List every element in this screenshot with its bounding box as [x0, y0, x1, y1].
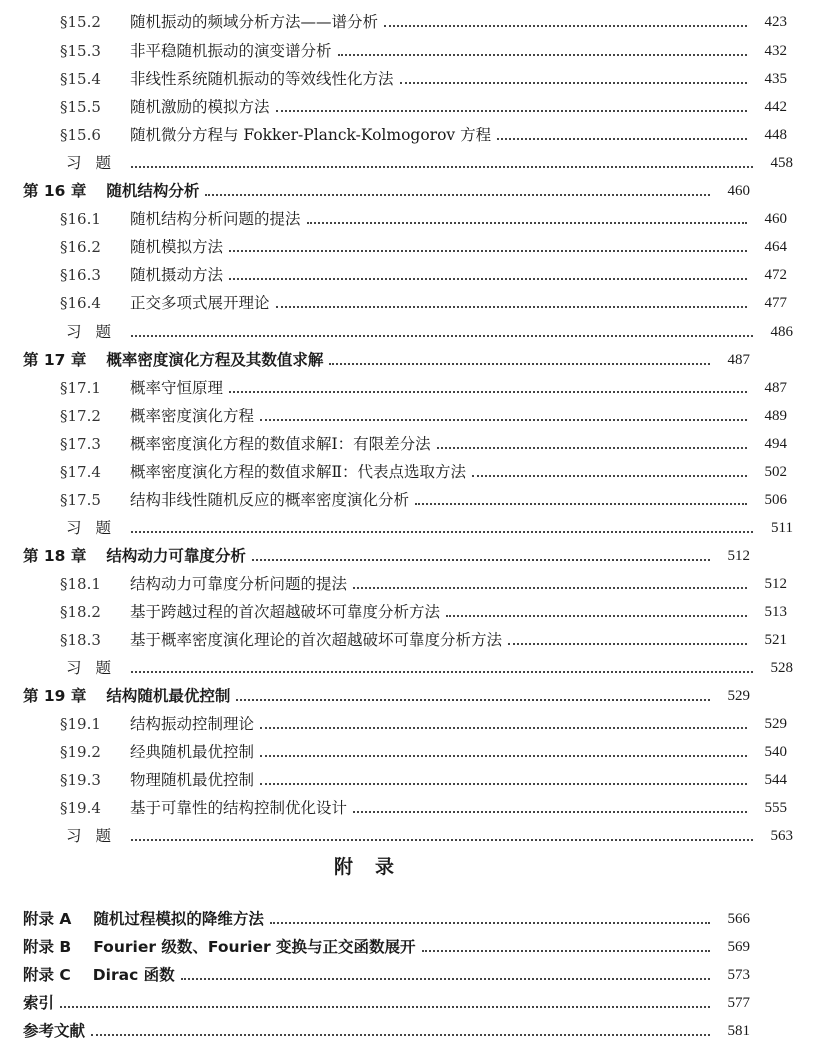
dot-leader [131, 839, 753, 841]
toc-entry-19-3[interactable] [0, 766, 810, 790]
page-number: 489 [764, 408, 787, 424]
dot-leader [472, 475, 747, 477]
page-number: 442 [764, 99, 787, 115]
dot-leader [353, 587, 747, 589]
section-title: 结构振动控制理论 [130, 715, 255, 733]
toc-appendix-c[interactable] [0, 961, 773, 985]
page-number: 502 [764, 464, 787, 480]
exercises-label: 习题 [66, 659, 126, 677]
toc-entry-15-3[interactable] [0, 37, 810, 61]
toc-chapter-18[interactable] [0, 542, 773, 566]
section-number: §18.1 [60, 575, 101, 593]
section-title: 随机激励的模拟方法 [130, 98, 270, 116]
section-title: 基于概率密度演化理论的首次超越破坏可靠度分析方法 [130, 631, 503, 649]
dot-leader [260, 727, 747, 729]
chapter-number: 第 19 章 [23, 687, 87, 705]
appendix-title: Dirac 函数 [92, 966, 175, 984]
page-number: 464 [764, 239, 787, 255]
section-number: §19.4 [60, 799, 101, 817]
page-number: 573 [727, 967, 750, 983]
dot-leader [236, 699, 710, 701]
dot-leader [353, 811, 747, 813]
dot-leader [276, 306, 747, 308]
section-number: §17.2 [60, 407, 101, 425]
toc-appendix-a[interactable] [0, 905, 773, 929]
section-number: §15.4 [60, 70, 101, 88]
section-title: 正交多项式展开理论 [130, 294, 270, 312]
dot-leader [91, 1034, 710, 1036]
references-title: 参考文献 [23, 1022, 86, 1040]
chapter-title: 随机结构分析 [106, 182, 200, 200]
dot-leader [131, 335, 753, 337]
page-number: 448 [764, 127, 787, 143]
toc-entry-15-5[interactable] [0, 93, 810, 117]
page-number: 540 [764, 744, 787, 760]
toc-entry-19-1[interactable] [0, 710, 810, 734]
toc-entry-15-6[interactable] [0, 121, 810, 145]
page-number: 486 [770, 324, 793, 340]
page-number: 581 [727, 1023, 750, 1039]
toc-entry-18-3[interactable] [0, 626, 810, 650]
section-number: §16.1 [60, 210, 101, 228]
toc-entry-exercises-16[interactable] [0, 318, 816, 342]
section-number: §15.2 [60, 13, 101, 31]
dot-leader [307, 222, 747, 224]
toc-entry-exercises-19[interactable] [0, 822, 816, 846]
toc-entry-17-3[interactable] [0, 430, 810, 454]
chapter-title: 结构动力可靠度分析 [106, 547, 246, 565]
section-title: 非线性系统随机振动的等效线性化方法 [130, 70, 394, 88]
chapter-number: 第 17 章 [23, 351, 87, 369]
page-number: 458 [770, 155, 793, 171]
appendix-title: Fourier 级数、Fourier 变换与正交函数展开 [93, 938, 416, 956]
page-number: 487 [764, 380, 787, 396]
page-number: 521 [764, 632, 787, 648]
page-number: 513 [764, 604, 787, 620]
section-title: 概率密度演化方程的数值求解Ⅰ：有限差分法 [130, 435, 431, 453]
appendix-number: 附录 A [23, 910, 72, 928]
section-number: §15.5 [60, 98, 101, 116]
section-title: 随机结构分析问题的提法 [130, 210, 301, 228]
section-number: §15.6 [60, 126, 101, 144]
page-number: 477 [764, 295, 787, 311]
toc-entry-16-4[interactable] [0, 289, 810, 313]
dot-leader [437, 447, 747, 449]
toc-entry-19-4[interactable] [0, 794, 810, 818]
toc-entry-19-2[interactable] [0, 738, 810, 762]
dot-leader [415, 503, 747, 505]
chapter-number: 第 18 章 [23, 547, 87, 565]
section-title: 随机摄动方法 [130, 266, 224, 284]
dot-leader [260, 755, 747, 757]
dot-leader [329, 363, 710, 365]
page-number: 529 [727, 688, 750, 704]
toc-entry-17-4[interactable] [0, 458, 810, 482]
page-number: 529 [764, 716, 787, 732]
chapter-title: 概率密度演化方程及其数值求解 [106, 351, 324, 369]
toc-index[interactable] [0, 989, 773, 1013]
index-title: 索引 [23, 994, 55, 1012]
appendix-number: 附录 C [23, 966, 71, 984]
section-number: §17.4 [60, 463, 101, 481]
dot-leader [60, 1006, 710, 1008]
toc-chapter-19[interactable] [0, 682, 773, 706]
page-number: 432 [764, 43, 787, 59]
section-title: 结构非线性随机反应的概率密度演化分析 [130, 491, 410, 509]
page-number: 472 [764, 267, 787, 283]
section-number: §17.5 [60, 491, 101, 509]
page-number: 506 [764, 492, 787, 508]
section-title: 随机振动的频域分析方法——谱分析 [130, 13, 379, 31]
section-title: 随机模拟方法 [130, 238, 224, 256]
dot-leader [276, 110, 747, 112]
page-number: 569 [727, 939, 750, 955]
dot-leader [508, 643, 747, 645]
section-title: 结构动力可靠度分析问题的提法 [130, 575, 348, 593]
appendix-number: 附录 B [23, 938, 72, 956]
section-number: §18.2 [60, 603, 101, 621]
section-title: 概率密度演化方程 [130, 407, 255, 425]
exercises-label: 习题 [66, 519, 126, 537]
page-number: 511 [771, 520, 793, 536]
toc-chapter-16[interactable] [0, 177, 773, 201]
section-title: 概率密度演化方程的数值求解Ⅱ：代表点选取方法 [130, 463, 467, 481]
page-number: 494 [764, 436, 787, 452]
dot-leader [384, 25, 747, 27]
toc-chapter-17[interactable] [0, 346, 773, 370]
chapter-number: 第 16 章 [23, 182, 87, 200]
exercises-label: 习题 [66, 323, 126, 341]
toc-entry-18-2[interactable] [0, 598, 810, 622]
page-number: 460 [764, 211, 787, 227]
section-number: §16.3 [60, 266, 101, 284]
dot-leader [131, 671, 753, 673]
toc-entry-17-2[interactable] [0, 402, 810, 426]
page-number: 566 [727, 911, 750, 927]
dot-leader [400, 82, 747, 84]
toc-entry-exercises-18[interactable] [0, 654, 816, 678]
dot-leader [260, 419, 747, 421]
dot-leader [181, 978, 710, 980]
toc-entry-exercises-15[interactable] [0, 149, 816, 173]
section-number: §19.3 [60, 771, 101, 789]
section-number: §19.2 [60, 743, 101, 761]
dot-leader [131, 166, 753, 168]
dot-leader [205, 194, 710, 196]
dot-leader [497, 138, 747, 140]
dot-leader [338, 54, 747, 56]
dot-leader [446, 615, 747, 617]
chapter-title: 结构随机最优控制 [106, 687, 231, 705]
section-title: 随机微分方程与 Fokker-Planck-Kolmogorov 方程 [130, 126, 492, 144]
page-number: 528 [770, 660, 793, 676]
page-number: 555 [764, 800, 787, 816]
toc-entry-17-1[interactable] [0, 374, 810, 398]
section-number: §18.3 [60, 631, 101, 649]
dot-leader [270, 922, 710, 924]
section-title: 物理随机最优控制 [130, 771, 255, 789]
section-number: §16.4 [60, 294, 101, 312]
page-number: 423 [764, 14, 787, 30]
toc-entry-exercises-17[interactable] [0, 514, 816, 538]
toc-entry-16-3[interactable] [0, 261, 810, 285]
section-number: §16.2 [60, 238, 101, 256]
section-title: 非平稳随机振动的演变谱分析 [130, 42, 332, 60]
dot-leader [229, 250, 747, 252]
toc-entry-15-2[interactable] [0, 8, 810, 32]
toc-entry-16-2[interactable] [0, 233, 810, 257]
dot-leader [252, 559, 710, 561]
page-number: 577 [727, 995, 750, 1011]
dot-leader [422, 950, 710, 952]
toc-entry-17-5[interactable] [0, 486, 810, 510]
dot-leader [260, 783, 747, 785]
section-title: 概率守恒原理 [130, 379, 224, 397]
section-title: 经典随机最优控制 [130, 743, 255, 761]
page-number: 435 [764, 71, 787, 87]
section-number: §19.1 [60, 715, 101, 733]
page-number: 563 [770, 828, 793, 844]
page-number: 460 [727, 183, 750, 199]
section-title: 基于跨越过程的首次超越破坏可靠度分析方法 [130, 603, 441, 621]
toc-entry-16-1[interactable] [0, 205, 810, 229]
section-number: §17.1 [60, 379, 101, 397]
page-number: 512 [764, 576, 787, 592]
dot-leader [229, 391, 747, 393]
page-number: 512 [727, 548, 750, 564]
page-number: 487 [727, 352, 750, 368]
toc-entry-18-1[interactable] [0, 570, 810, 594]
dot-leader [229, 278, 747, 280]
section-number: §15.3 [60, 42, 101, 60]
exercises-label: 习题 [66, 154, 126, 172]
section-title: 基于可靠性的结构控制优化设计 [130, 799, 348, 817]
toc-appendix-b[interactable] [0, 933, 773, 957]
dot-leader [131, 531, 753, 533]
section-number: §17.3 [60, 435, 101, 453]
appendix-heading: 附录 [333, 856, 416, 878]
toc-references[interactable] [0, 1017, 773, 1041]
exercises-label: 习题 [66, 827, 126, 845]
toc-entry-15-4[interactable] [0, 65, 810, 89]
appendix-title: 随机过程模拟的降维方法 [93, 910, 264, 928]
page-number: 544 [764, 772, 787, 788]
